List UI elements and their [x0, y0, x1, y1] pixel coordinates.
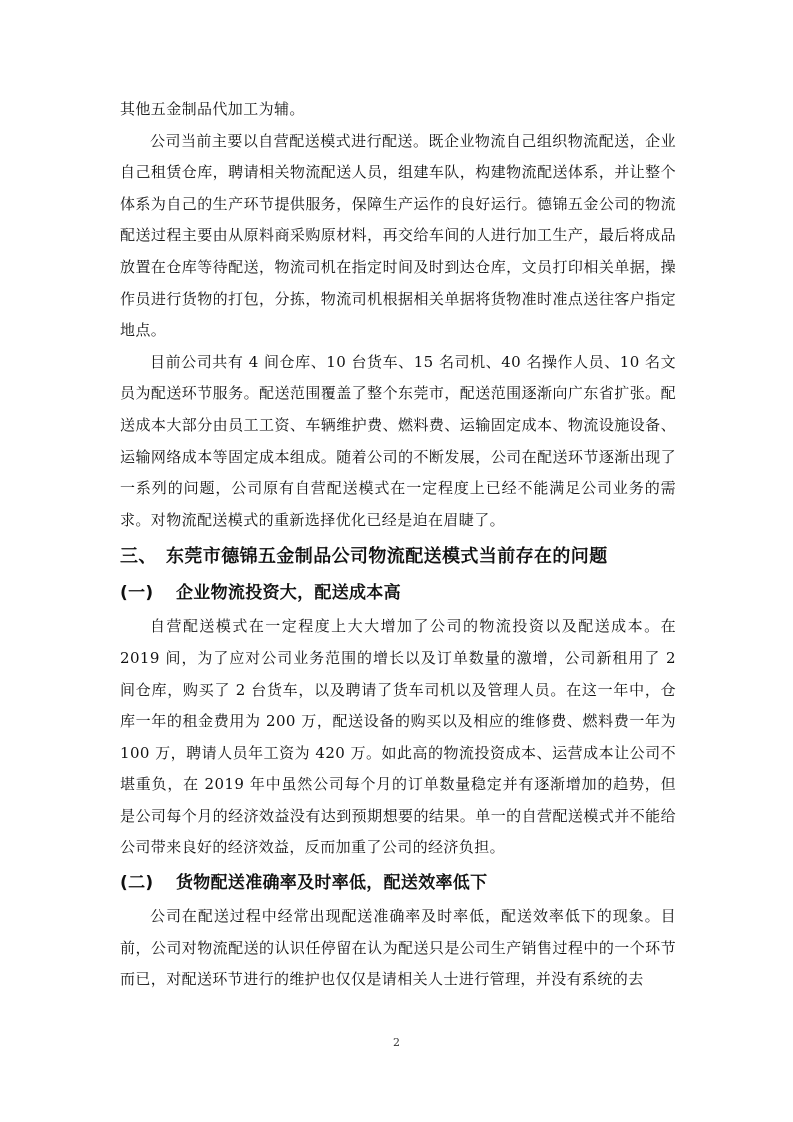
- page-number: 2: [393, 1036, 400, 1049]
- subsection-heading-1: [120, 577, 676, 609]
- paragraph-continuation: 其他五金制品代加工为辅。: [120, 100, 305, 118]
- paragraph-resources: 目前公司共有 4 间仓库、10 台货车、15 名司机、40 名操作人员、10 名文员为配送环节服务。配送范围覆盖了整个东莞市，配送范围逐渐向广东省扩张。配送成本大部分由员工工资、车辆维护费、燃料费、运输固定成本、物流设施设备、运输网络成本等固定成本组成。随着公司的不断发展，公司在配送环节逐渐出现了一系列的问题，公司原有自营配送模式在一定程度上已经不能满足公司业务的需求。对物流配送模式的重新选择优化已经是迫在眉睫了。: [120, 352, 676, 529]
- subsection-title: 企业物流投资大，配送成本高: [176, 583, 401, 604]
- section-title: 东莞市德锦五金制品公司物流配送模式当前存在的问题: [166, 546, 608, 568]
- paragraph-delivery-mode: 公司当前主要以自营配送模式进行配送。既企业物流自己组织物流配送，企业自己租赁仓库，聘请相关物流配送人员，组建车队，构建物流配送体系，并让整个体系为自己的生产环节提供服务，保障生产运作的良好运行。德锦五金公司的物流配送过程主要由从原料商采购原材料，再交给车间的人进行加工生产，最后将成品放置在仓库等待配送，物流司机在指定时间及时到达仓库，文员打印相关单据，操作员进行货物的打包，分拣，物流司机根据相关单据将货物准时准点送往客户指定地点。: [120, 131, 676, 340]
- paragraph-investment: 自营配送模式在一定程度上大大增加了公司的物流投资以及配送成本。在 2019 间，为了应对公司业务范围的增长以及订单数量的激增，公司新租用了 2 间仓库，购买了 2 台货车，以及聘请了货车司机以及管理人员。在这一年中，仓库一年的租金费用为 200 万，配送设备的购买以及相应的维修费、燃料费一年为 100 万，聘请人员年工资为 420 万。如此高的物流投资成本、运营成本让公司不堪重负，在 2019 年中虽然公司每个月的订单数量稳定并有逐渐增加的趋势，但是公司每个月的经济效益没有达到预期想要的结果。单一的自营配送模式并不能给公司带来良好的经济效益，反而加重了公司的经济负担。: [120, 617, 676, 857]
- document-body: [120, 94, 676, 996]
- section-number: 三、: [120, 546, 157, 568]
- paragraph-accuracy: 公司在配送过程中经常出现配送准确率及时率低，配送效率低下的现象。目前，公司对物流配送的认识任停留在认为配送只是公司生产销售过程中的一个环节而已，对配送环节进行的维护也仅仅是请相关人士进行管理，并没有系统的去: [120, 907, 676, 989]
- subsection-number: (二): [120, 873, 154, 894]
- subsection-number: (一): [120, 583, 154, 604]
- subsection-heading-2: [120, 867, 676, 899]
- subsection-title: 货物配送准确率及时率低，配送效率低下: [176, 873, 488, 894]
- section-heading-3: [120, 540, 676, 574]
